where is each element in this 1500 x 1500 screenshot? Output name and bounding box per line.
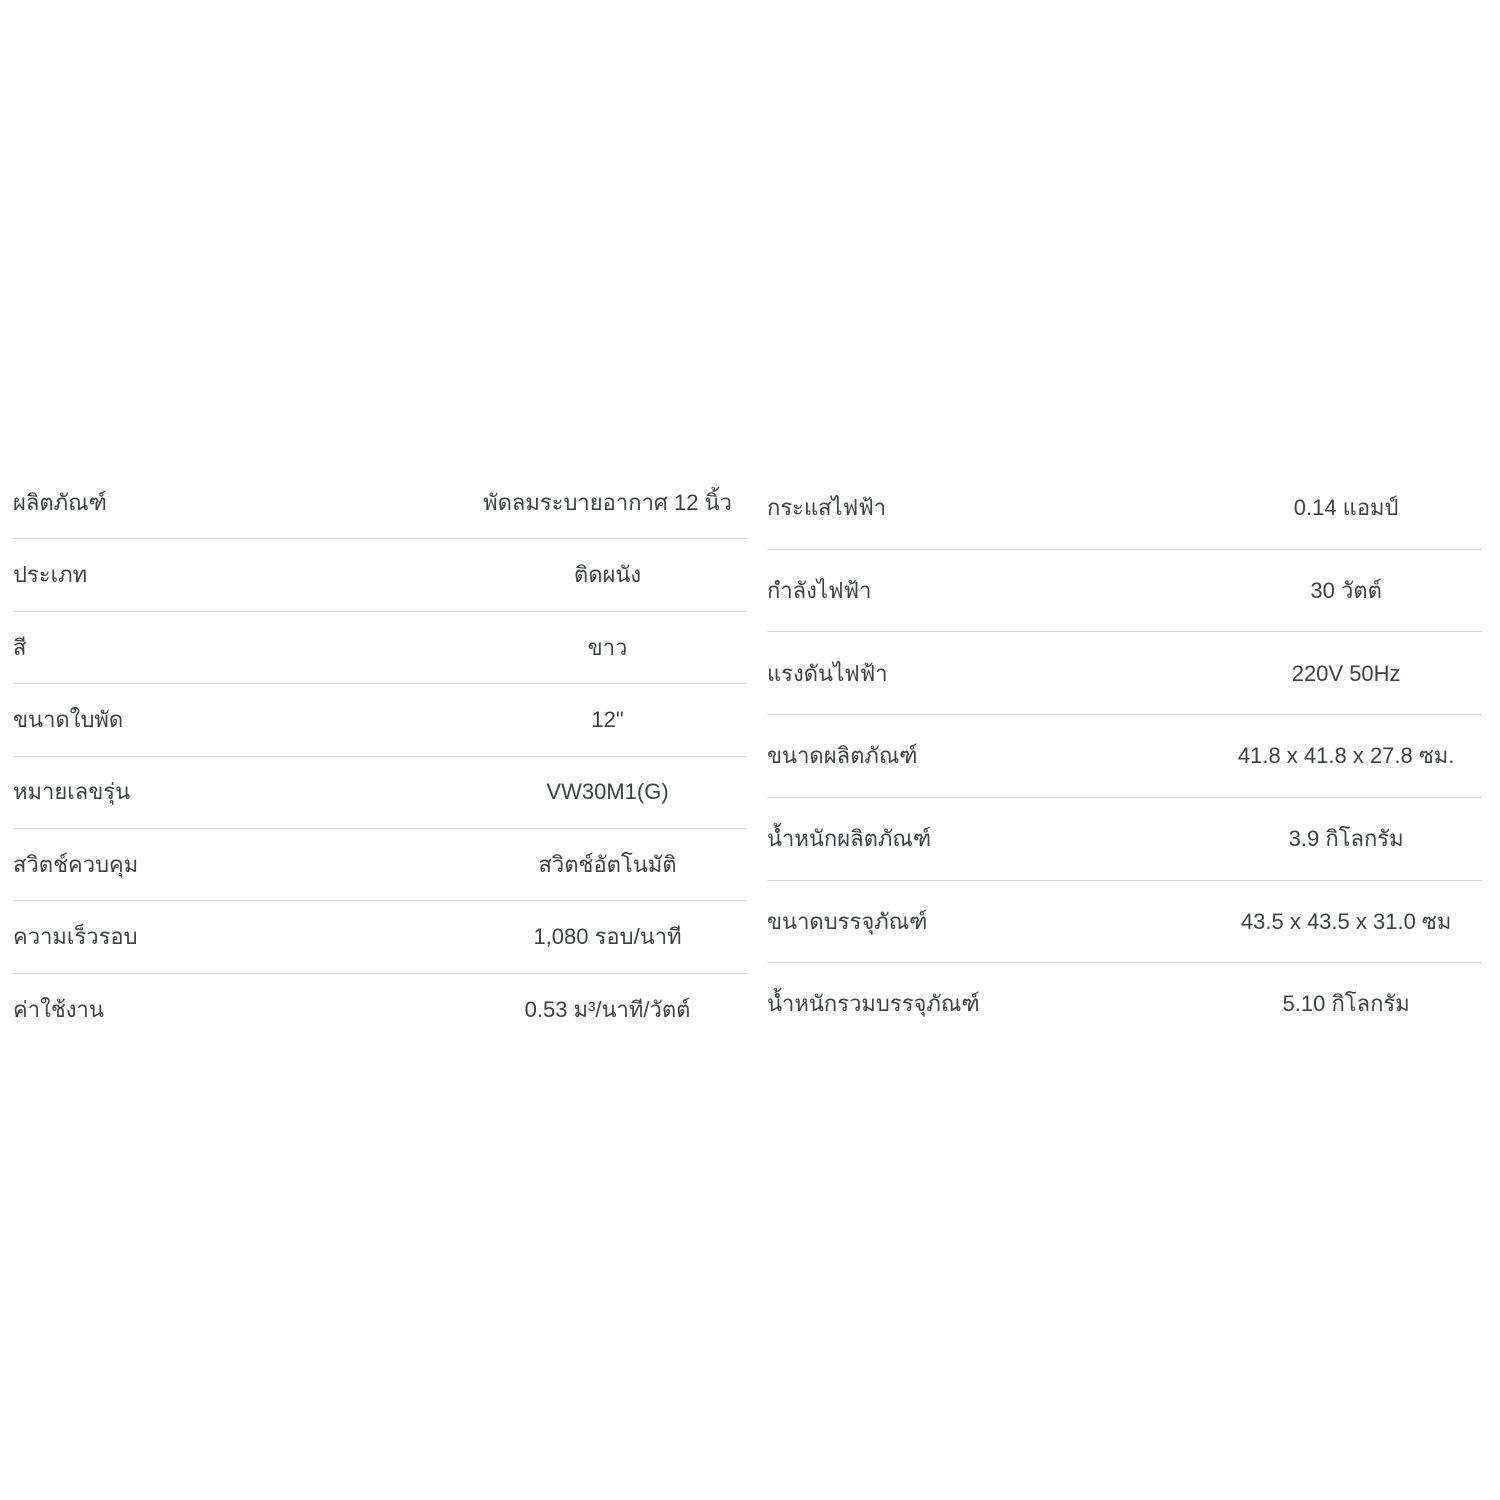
spec-column-right [767, 467, 1482, 1045]
spec-label: ขนาดบรรจุภัณฑ์ [767, 908, 928, 934]
spec-value: พัดลมระบายอากาศ 12 นิ้ว [483, 489, 732, 515]
spec-row-color [13, 612, 747, 684]
spec-label: สวิตช์ควบคุม [13, 851, 139, 877]
product-spec-table [13, 467, 1482, 1045]
spec-row-power [767, 550, 1482, 633]
spec-label: น้ำหนักรวมบรรจุภัณฑ์ [767, 991, 980, 1017]
spec-label: กำลังไฟฟ้า [767, 577, 872, 603]
spec-row-current [767, 467, 1482, 550]
spec-label: ค่าใช้งาน [13, 996, 104, 1022]
spec-value: ขาว [587, 634, 628, 660]
spec-value: 220V 50Hz [1291, 660, 1401, 686]
spec-value: 5.10 กิโลกรัม [1282, 991, 1410, 1017]
spec-label: แรงดันไฟฟ้า [767, 660, 888, 686]
spec-value: 41.8 x 41.8 x 27.8 ซม. [1237, 743, 1455, 769]
spec-row-control-switch [13, 829, 747, 901]
spec-row-voltage [767, 632, 1482, 715]
spec-label: หมายเลขรุ่น [13, 779, 131, 805]
spec-value: 12" [591, 707, 624, 733]
spec-label: ประเภท [13, 562, 88, 588]
spec-row-product-weight [767, 798, 1482, 881]
spec-row-blade-size [13, 684, 747, 756]
spec-label: ความเร็วรอบ [13, 924, 138, 950]
spec-value: สวิตช์อัตโนมัติ [538, 851, 677, 877]
spec-row-model-number [13, 757, 747, 829]
spec-row-gross-weight [767, 963, 1482, 1045]
spec-row-product [13, 467, 747, 539]
spec-value: VW30M1(G) [546, 779, 669, 805]
spec-label: ผลิตภัณฑ์ [13, 489, 107, 515]
spec-value: 0.14 แอมป์ [1293, 495, 1399, 521]
spec-label: ขนาดผลิตภัณฑ์ [767, 743, 918, 769]
spec-label: ขนาดใบพัด [13, 707, 124, 733]
spec-label: สี [13, 634, 27, 660]
spec-row-rotation-speed [13, 901, 747, 973]
spec-value: ติดผนัง [573, 562, 642, 588]
spec-value: 30 วัตต์ [1310, 577, 1382, 603]
spec-value: 43.5 x 43.5 x 31.0 ซม [1240, 908, 1452, 934]
spec-row-package-dimensions [767, 881, 1482, 964]
spec-value: 0.53 ม³/นาที/วัตต์ [524, 996, 691, 1022]
spec-value: 1,080 รอบ/นาที [533, 924, 682, 950]
spec-label: น้ำหนักผลิตภัณฑ์ [767, 825, 932, 851]
spec-value: 3.9 กิโลกรัม [1288, 825, 1404, 851]
spec-row-type [13, 539, 747, 611]
spec-row-product-dimensions [767, 715, 1482, 798]
spec-label: กระแสไฟฟ้า [767, 495, 887, 521]
spec-column-left [13, 467, 747, 1045]
spec-row-usage-rate [13, 974, 747, 1045]
